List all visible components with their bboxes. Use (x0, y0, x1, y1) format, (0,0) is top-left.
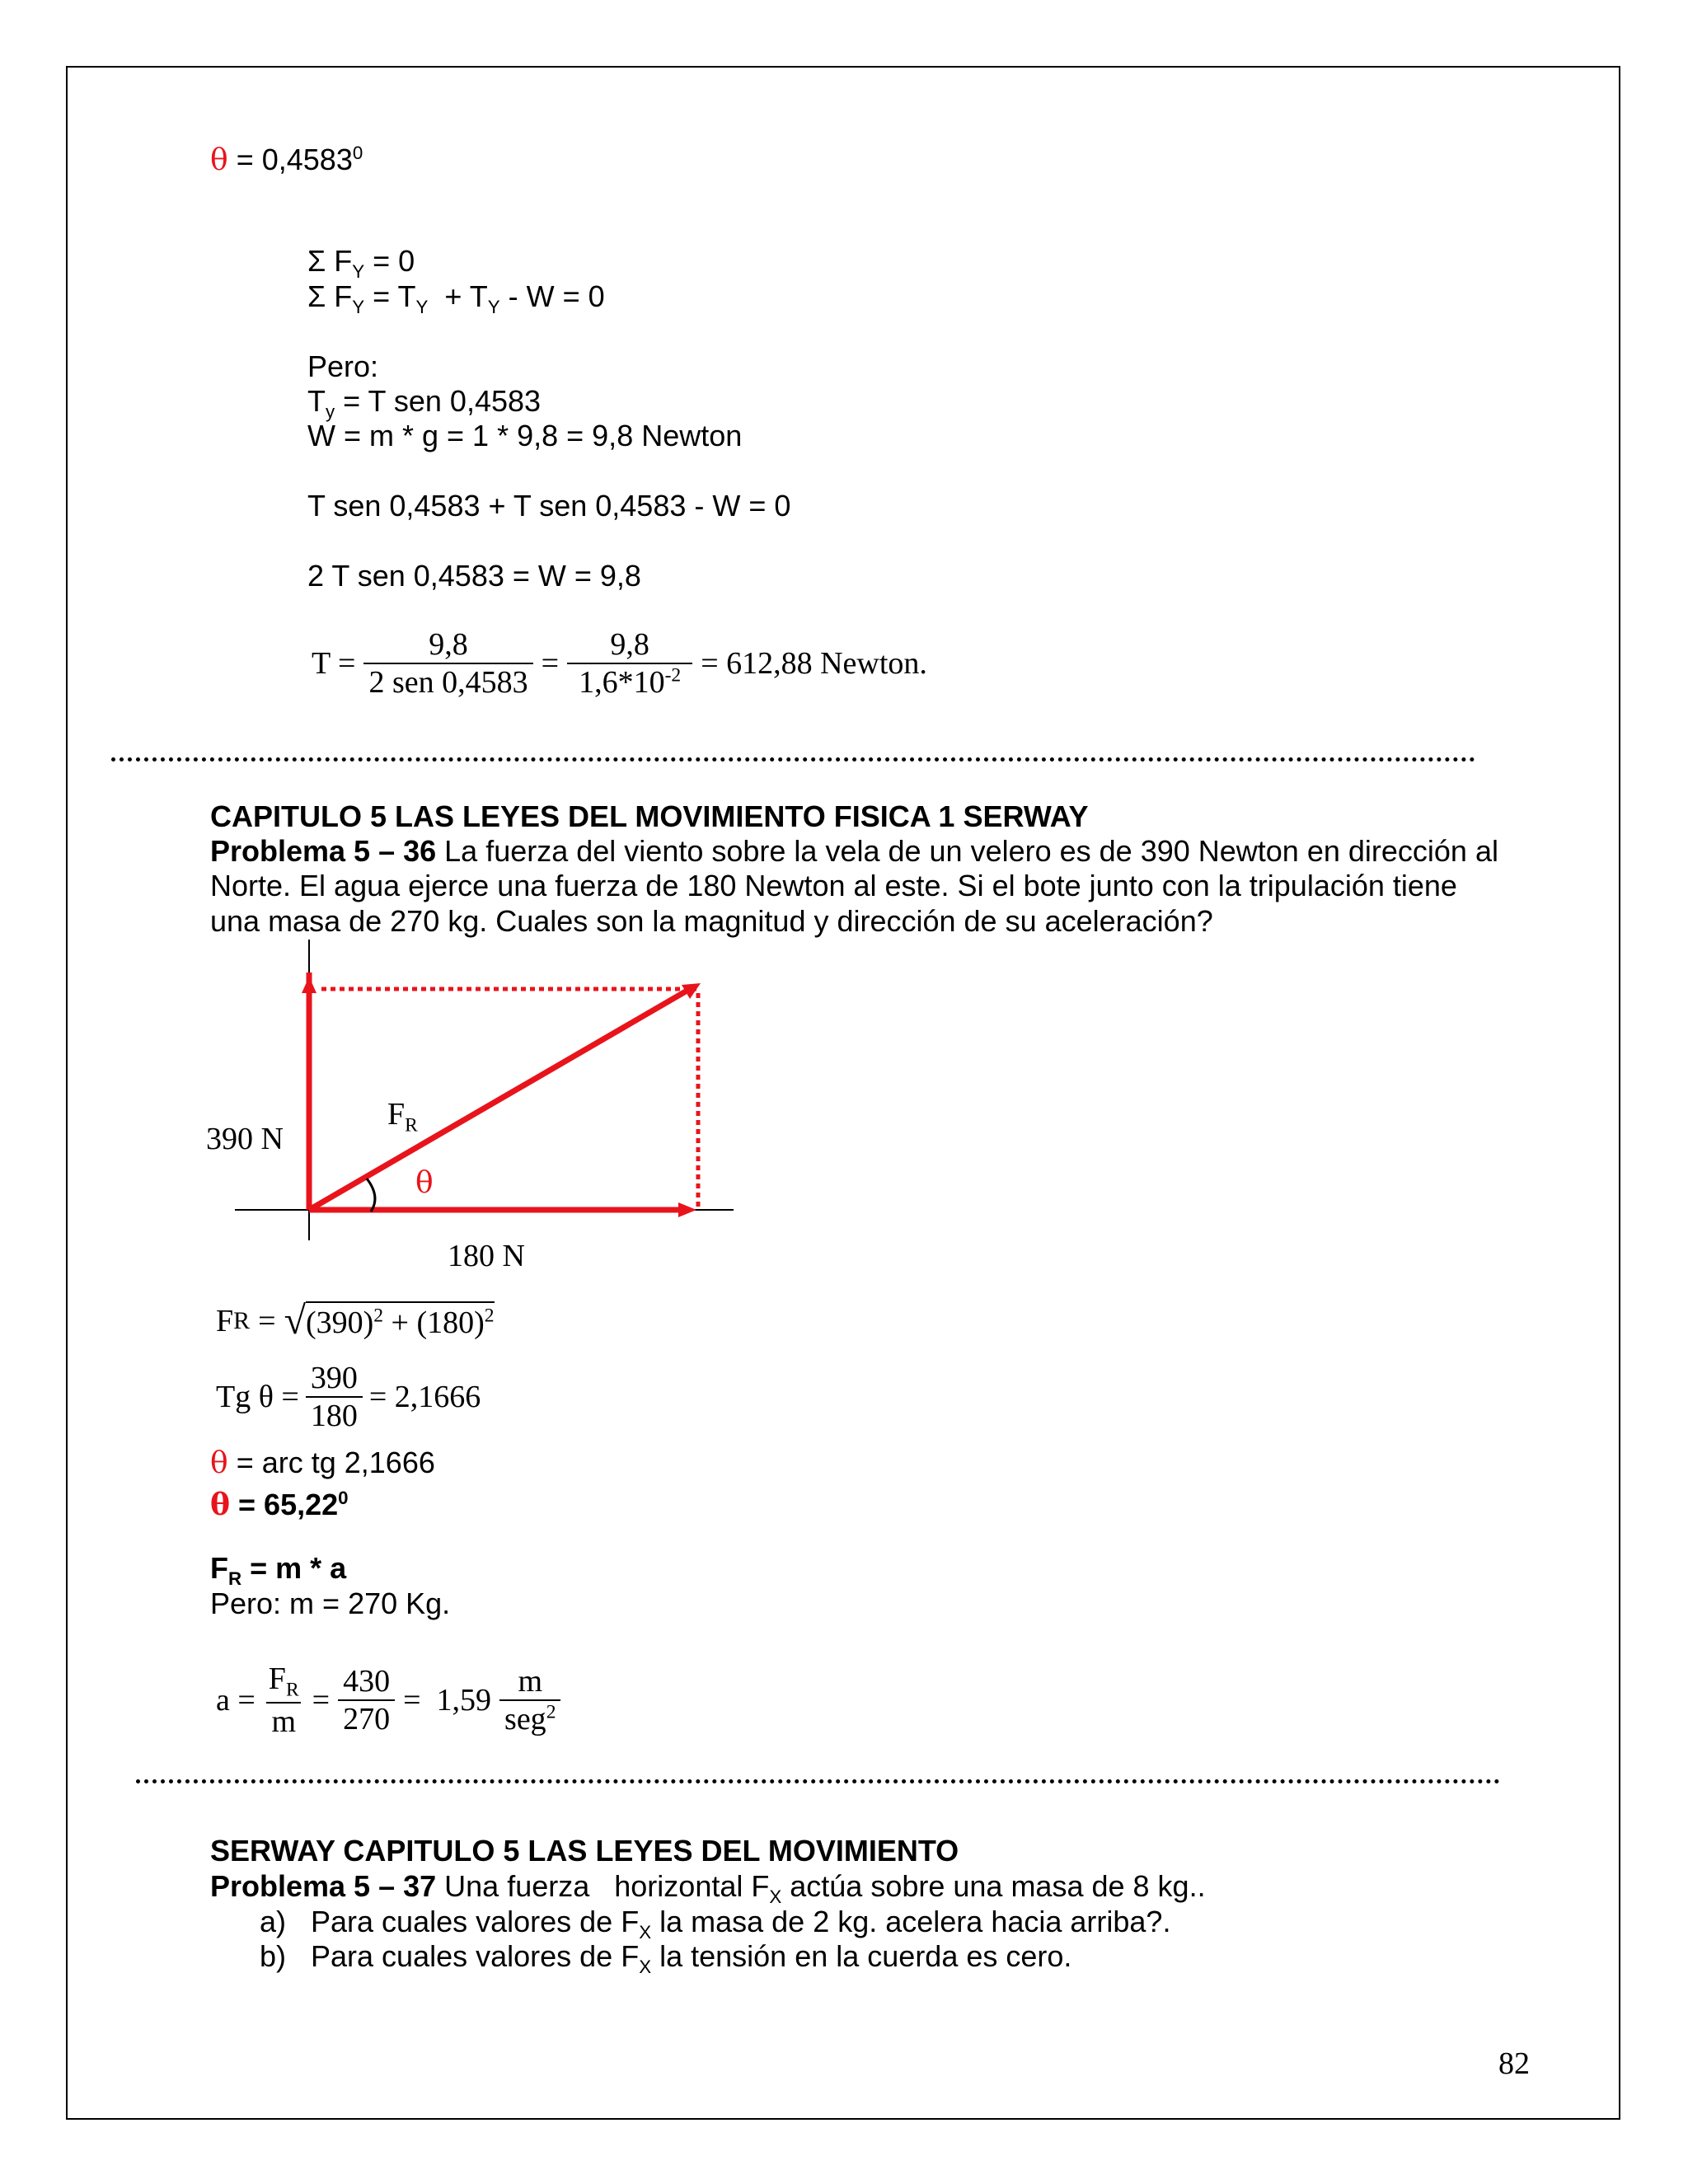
equation-2: 2 T sen 0,4583 = W = 9,8 (307, 559, 641, 593)
numerator (264, 1661, 304, 1702)
sub: y (326, 401, 335, 423)
numerator: 430 (343, 1663, 391, 1699)
marker: a) (260, 1905, 287, 1938)
den-base: seg (504, 1701, 546, 1736)
t-label: T = (312, 646, 356, 681)
fr-main: F (216, 1303, 234, 1338)
dotted-separator (111, 757, 1475, 762)
theta-symbol: θ (210, 143, 228, 177)
weight-line: W = m * g = 1 * 9,8 = 9,8 Newton (307, 419, 743, 452)
fr-sub: R (228, 1568, 242, 1590)
equals: = (258, 1303, 276, 1338)
sub: X (639, 1957, 652, 1978)
degree-sup: 0 (338, 1488, 349, 1508)
text: = T (364, 279, 416, 313)
numerator: 390 (310, 1361, 358, 1395)
theta-final-value: = 65,22 (230, 1488, 339, 1521)
denominator: 2 sen 0,4583 (363, 663, 532, 701)
text: Σ F (307, 244, 353, 278)
fr-sub: R (405, 1114, 418, 1137)
term-1: (390) (305, 1305, 374, 1340)
t-result: = 612,88 Newton. (701, 646, 927, 681)
list-item-b (260, 1939, 1071, 1985)
section-heading: SERWAY CAPITULO 5 LAS LEYES DEL MOVIMIENTO (210, 1834, 959, 1868)
tg-fraction (306, 1360, 363, 1434)
a-fraction-1 (264, 1661, 304, 1740)
tension-formula (312, 626, 927, 701)
radicand (306, 1301, 495, 1341)
pero-label: Pero: (307, 349, 379, 383)
numerator: m (518, 1663, 543, 1699)
text: - W = 0 (499, 279, 605, 313)
problem-label: Problema 5 – 36 (210, 834, 437, 868)
theta-symbol: θ (210, 1488, 231, 1522)
dotted-separator (136, 1779, 1500, 1783)
sub: Y (352, 261, 365, 283)
sub: Y (415, 297, 429, 318)
angle-arc (367, 1179, 375, 1212)
theta-final-line (210, 1481, 349, 1522)
numerator: 9,8 (429, 627, 468, 662)
numerator: 9,8 (610, 627, 649, 662)
label-390n: 390 N (206, 1122, 284, 1156)
den-base: 1,6*10 (579, 665, 665, 700)
pero-mass-line: Pero: m = 270 Kg. (210, 1586, 451, 1620)
term-2: (180) (416, 1305, 485, 1340)
text: = T sen 0,4583 (335, 384, 542, 418)
acceleration-formula (216, 1661, 560, 1740)
tg-label: Tg θ = (216, 1380, 299, 1414)
problem-text: Una fuerza horizontal F (436, 1869, 770, 1903)
denominator: m (266, 1702, 301, 1740)
text: = 0 (364, 244, 415, 278)
fr-sub: R (285, 1679, 299, 1701)
sum-fy-line-2 (307, 279, 605, 325)
arc-text: = arc tg 2,1666 (227, 1446, 435, 1479)
label-fr (387, 1096, 418, 1137)
den-exp: -2 (664, 664, 682, 687)
label-180n: 180 N (448, 1239, 525, 1273)
theta-result-line (210, 136, 363, 178)
exp-1: 2 (373, 1304, 384, 1326)
vector-resultant (309, 989, 690, 1210)
equals: = (541, 646, 560, 681)
equals: = (312, 1682, 331, 1718)
a-label: a = (216, 1682, 256, 1718)
theta-value: = 0,4583 (236, 143, 353, 176)
fraction-1 (363, 626, 532, 701)
a-result: = 1,59 (403, 1682, 492, 1718)
vector-diagram (198, 931, 758, 1277)
text: T (307, 384, 326, 418)
sub: Y (352, 297, 365, 318)
item-text: Para cuales valores de F (311, 1939, 640, 1973)
fr-ma-text: = m * a (241, 1551, 347, 1585)
tangent-formula (216, 1360, 481, 1434)
den-exp: 2 (546, 1701, 556, 1723)
fr-sub: R (233, 1306, 251, 1334)
unit-fraction (499, 1663, 560, 1737)
exp-2: 2 (484, 1304, 495, 1326)
item-text: la masa de 2 kg. acelera hacia arriba?. (651, 1905, 1171, 1938)
problem-text: actúa sobre una masa de 8 kg.. (781, 1869, 1206, 1903)
sub: Y (487, 297, 500, 318)
fr-main: F (268, 1661, 286, 1696)
marker: b) (260, 1939, 287, 1973)
item-text: la tensión en la cuerda es cero. (651, 1939, 1072, 1973)
page-number: 82 (1498, 2046, 1530, 2081)
denominator: 180 (306, 1396, 363, 1434)
label-theta: θ (415, 1166, 434, 1200)
problem-line-3: una masa de 270 kg. Cuales son la magnitud y dirección de su aceleración? (210, 904, 1213, 938)
a-fraction-2 (338, 1663, 395, 1737)
problem-text: La fuerza del viento sobre la vela de un velero es de 390 Newton en dirección al (436, 834, 1498, 868)
sub: X (639, 1922, 652, 1943)
arc-tg-line (210, 1446, 435, 1481)
tg-result: = 2,1666 (368, 1380, 481, 1414)
text: + T (428, 279, 488, 313)
problem-label: Problema 5 – 37 (210, 1869, 437, 1903)
degree-sup: 0 (352, 143, 363, 163)
fr-main: F (210, 1551, 228, 1585)
equation-1: T sen 0,4583 + T sen 0,4583 - W = 0 (307, 489, 791, 523)
fr-main: F (387, 1097, 406, 1132)
arrowhead-up (302, 977, 316, 993)
problem-line-2: Norte. El agua ejerce una fuerza de 180 Newton al este. Si el bote junto con la tripulación tiene (210, 869, 1457, 902)
sqrt-sign: √ (284, 1299, 306, 1343)
plus: + (391, 1305, 409, 1340)
fraction-2 (567, 626, 692, 701)
text: Σ F (307, 279, 353, 313)
theta-symbol: θ (210, 1446, 228, 1480)
arrowhead-right (678, 1202, 696, 1217)
problem-line-1 (210, 834, 1498, 869)
denominator (499, 1699, 560, 1737)
resultant-formula (216, 1298, 495, 1343)
denominator (567, 663, 692, 701)
item-text: Para cuales valores de F (311, 1905, 640, 1938)
denominator: 270 (338, 1699, 395, 1737)
sub: X (769, 1886, 782, 1908)
section-heading: CAPITULO 5 LAS LEYES DEL MOVIMIENTO FISICA 1 SERWAY (210, 799, 1089, 833)
